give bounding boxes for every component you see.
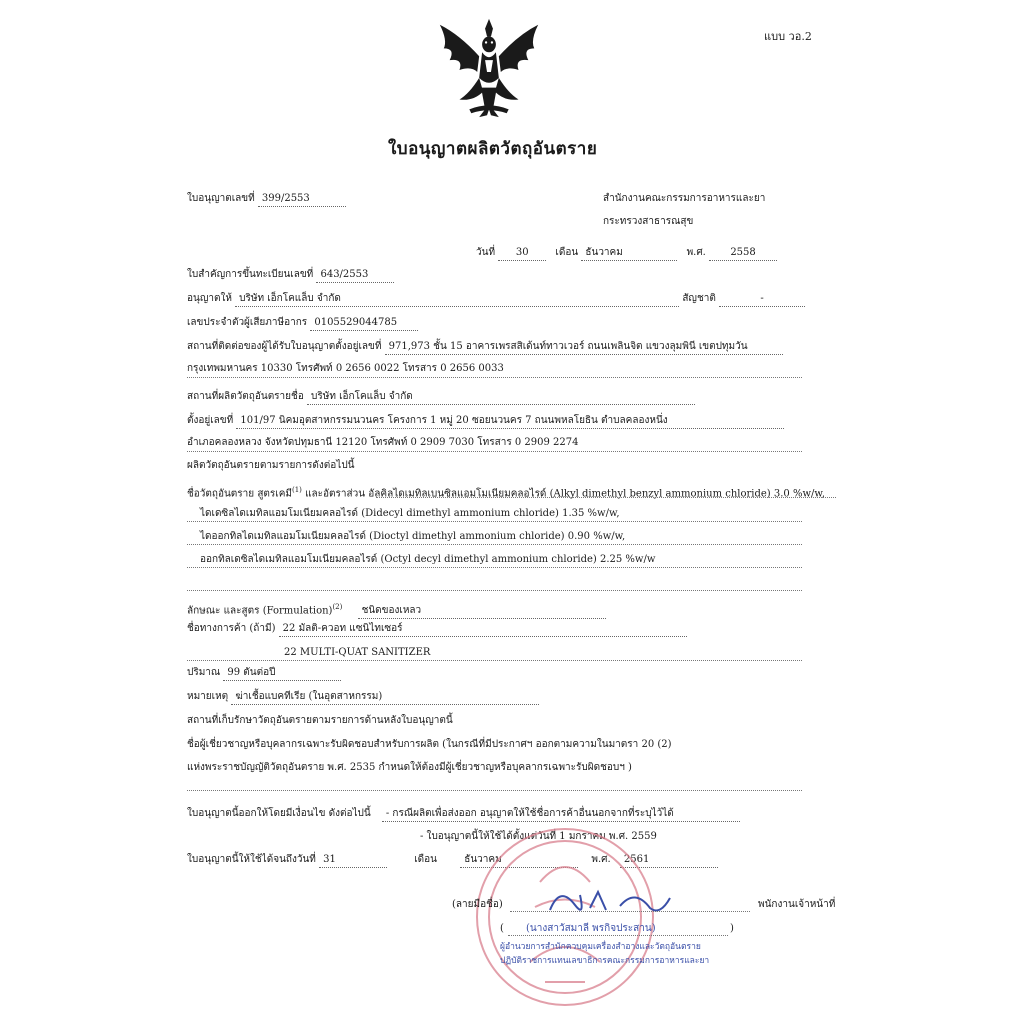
chemical-ratio-label: และอัตราส่วน xyxy=(301,488,366,500)
site-address-label: ตั้งอยู่เลขที่ xyxy=(187,415,234,426)
permit-company: บริษัท เอ็กโคแล็บ จำกัด xyxy=(235,292,679,307)
valid-month-label: เดือน xyxy=(414,854,438,865)
condition-2: - ใบอนุญาตนี้ให้ใช้ได้ตั้งแต่วันที่ 1 มกราคม พ.ศ. 2559 xyxy=(420,831,657,842)
quantity-value: 99 ตันต่อปี xyxy=(223,666,341,681)
remark-label: หมายเหตุ xyxy=(187,691,229,702)
conditions-label: ใบอนุญาตนี้ออกให้โดยมีเงื่อนไข ดังต่อไปนี้ xyxy=(187,808,371,819)
site-label: สถานที่ผลิตวัตถุอันตรายชื่อ xyxy=(187,391,304,402)
valid-year: 2561 xyxy=(620,853,718,868)
day-label: วันที่ xyxy=(476,247,496,258)
license-number: 399/2553 xyxy=(258,192,346,207)
permit-row xyxy=(187,292,805,307)
registration-row xyxy=(187,268,394,283)
site-address-1: 101/97 นิคมอุตสาหกรรมนวนคร โครงการ 1 หมู่ 20 ซอยนวนคร 7 ถนนพหลโยธิน ตำบลคลองหนึ่ง xyxy=(236,414,784,429)
document-title: ใบอนุญาตผลิตวัตถุอันตราย xyxy=(388,139,598,159)
officer-name: (นางสาวัสมาลี พรกิจประสาน) xyxy=(526,923,656,934)
nationality-label: สัญชาติ xyxy=(682,293,716,304)
expert-line-1: ชื่อผู้เชี่ยวชาญหรือบุคลากรเฉพาะรับผิดชอบสำหรับการผลิต (ในกรณีที่มีประกาศฯ ออกตามความในมาตรา 20 (2) xyxy=(187,739,672,750)
issue-date xyxy=(476,246,777,261)
footnote-1: (1) xyxy=(292,486,302,494)
issue-month: ธันวาคม xyxy=(581,246,677,261)
site-name: บริษัท เอ็กโคแล็บ จำกัด xyxy=(307,390,695,405)
sign-label: (ลายมือชื่อ) xyxy=(452,899,503,910)
registration-label: ใบสำคัญการขึ้นทะเบียนเลขที่ xyxy=(187,269,314,280)
chemical-line-4: ออกทิลเดซิลไดเมทิลแอมโมเนียมคลอไรด์ (Octyl decyl dimethyl ammonium chloride) 2.25 %w/w xyxy=(200,554,656,565)
officer-position-1: ผู้อำนวยการสำนักควบคุมเครื่องสำอางและวัตถุอันตราย xyxy=(500,942,701,952)
condition-1: - กรณีผลิตเพื่อส่งออก อนุญาตให้ใช้ชื่อการค้าอื่นนอกจากที่ระบุไว้ได้ xyxy=(382,807,740,822)
contact-label: สถานที่ติดต่อของผู้ได้รับใบอนุญาตตั้งอยู่เลขที่ xyxy=(187,341,382,352)
trade-name-english: 22 MULTI-QUAT SANITIZER xyxy=(284,647,431,658)
office-line-1: สำนักงานคณะกรรมการอาหารและยา xyxy=(603,193,766,204)
dotted-line xyxy=(187,567,802,568)
dotted-line xyxy=(376,497,836,498)
trade-name-row xyxy=(187,622,687,637)
tax-number: 0105529044785 xyxy=(310,316,418,331)
remark-row xyxy=(187,690,539,705)
name-line xyxy=(508,935,728,936)
open-paren: ( xyxy=(500,923,504,934)
issue-year: 2558 xyxy=(709,246,777,261)
list-intro: ผลิตวัตถุอันตรายตามรายการดังต่อไปนี้ xyxy=(187,460,355,471)
contact-row xyxy=(187,340,783,355)
formulation-row xyxy=(187,600,606,619)
chemical-row xyxy=(187,483,825,501)
signature-scribble-icon xyxy=(540,880,690,920)
valid-day: 31 xyxy=(319,853,387,868)
garuda-emblem-icon xyxy=(430,14,548,124)
remark-value: ฆ่าเชื้อแบคทีเรีย (ในอุตสาหกรรม) xyxy=(231,690,539,705)
expert-line-2: แห่งพระราชบัญญัติวัตถุอันตราย พ.ศ. 2535 กำหนดให้ต้องมีผู้เชี่ยวชาญหรือบุคลากรเฉพาะรับผิดชอบฯ ) xyxy=(187,762,632,773)
dotted-line xyxy=(187,590,802,591)
tax-row xyxy=(187,316,418,331)
quantity-row xyxy=(187,666,341,681)
office-line-2: กระทรวงสาธารณสุข xyxy=(603,216,694,227)
form-code: แบบ วอ.2 xyxy=(764,30,812,43)
dotted-line xyxy=(187,544,802,545)
chemical-line-3: ไดออกทิลไดเมทิลแอมโมเนียมคลอไรด์ (Dioctyl dimethyl ammonium chloride) 0.90 %w/w, xyxy=(200,531,626,542)
license-row xyxy=(187,192,346,207)
dotted-line xyxy=(187,790,802,791)
valid-until-label: ใบอนุญาตนี้ให้ใช้ได้จนถึงวันที่ xyxy=(187,854,316,865)
dotted-line xyxy=(187,377,802,378)
site-row xyxy=(187,390,695,405)
nationality-value: - xyxy=(719,292,805,307)
valid-year-label: พ.ศ. xyxy=(591,854,611,865)
trade-name-label: ชื่อทางการค้า (ถ้ามี) xyxy=(187,623,276,634)
signature-line xyxy=(510,911,750,912)
dotted-line xyxy=(187,451,802,452)
quantity-label: ปริมาณ xyxy=(187,667,221,678)
dotted-line xyxy=(187,521,802,522)
registration-number: 643/2553 xyxy=(316,268,394,283)
license-label: ใบอนุญาตเลขที่ xyxy=(187,193,255,204)
chemical-line-1: อัลคิลไดเมทิลเบนซิลแอมโมเนียมคลอไรด์ (Alkyl dimethyl benzyl ammonium chloride) 3.0 %w/w, xyxy=(368,488,825,500)
year-label: พ.ศ. xyxy=(686,247,706,258)
storage-note: สถานที่เก็บรักษาวัตถุอันตรายตามรายการด้านหลังใบอนุญาตนี้ xyxy=(187,715,453,726)
close-paren: ) xyxy=(730,923,734,934)
formulation-value: ชนิดของเหลว xyxy=(358,604,606,619)
contact-address-2: กรุงเทพมหานคร 10330 โทรศัพท์ 0 2656 0022 โทรสาร 0 2656 0033 xyxy=(187,363,504,374)
formulation-label: ลักษณะ และสูตร (Formulation) xyxy=(187,605,333,617)
site-address-2: อำเภอคลองหลวง จังหวัดปทุมธานี 12120 โทรศัพท์ 0 2909 7030 โทรสาร 0 2909 2274 xyxy=(187,437,579,448)
permit-label: อนุญาตให้ xyxy=(187,293,232,304)
issue-day: 30 xyxy=(498,246,546,261)
officer-position-2: ปฏิบัติราชการแทนเลขาธิการคณะกรรมการอาหารและยา xyxy=(500,956,710,966)
contact-address-1: 971,973 ชั้น 15 อาคารเพรสสิเด้นท์ทาวเวอร์ ถนนเพลินจิต แขวงลุมพินี เขตปทุมวัน xyxy=(385,340,783,355)
site-address-row xyxy=(187,414,784,429)
tax-label: เลขประจำตัวผู้เสียภาษีอากร xyxy=(187,317,308,328)
officer-label: พนักงานเจ้าหน้าที่ xyxy=(758,899,836,910)
footnote-2: (2) xyxy=(332,603,343,611)
valid-month: ธันวาคม xyxy=(460,853,578,868)
chemical-label: ชื่อวัตถุอันตราย สูตรเคมี xyxy=(187,488,292,500)
trade-name-thai: 22 มัลติ-ควอท แซนิไทเซอร์ xyxy=(279,622,687,637)
month-label: เดือน xyxy=(555,247,579,258)
dotted-line xyxy=(187,660,802,661)
chemical-line-2: ไดเดซิลไดเมทิลแอมโมเนียมคลอไรด์ (Didecyl dimethyl ammonium chloride) 1.35 %w/w, xyxy=(200,508,620,519)
